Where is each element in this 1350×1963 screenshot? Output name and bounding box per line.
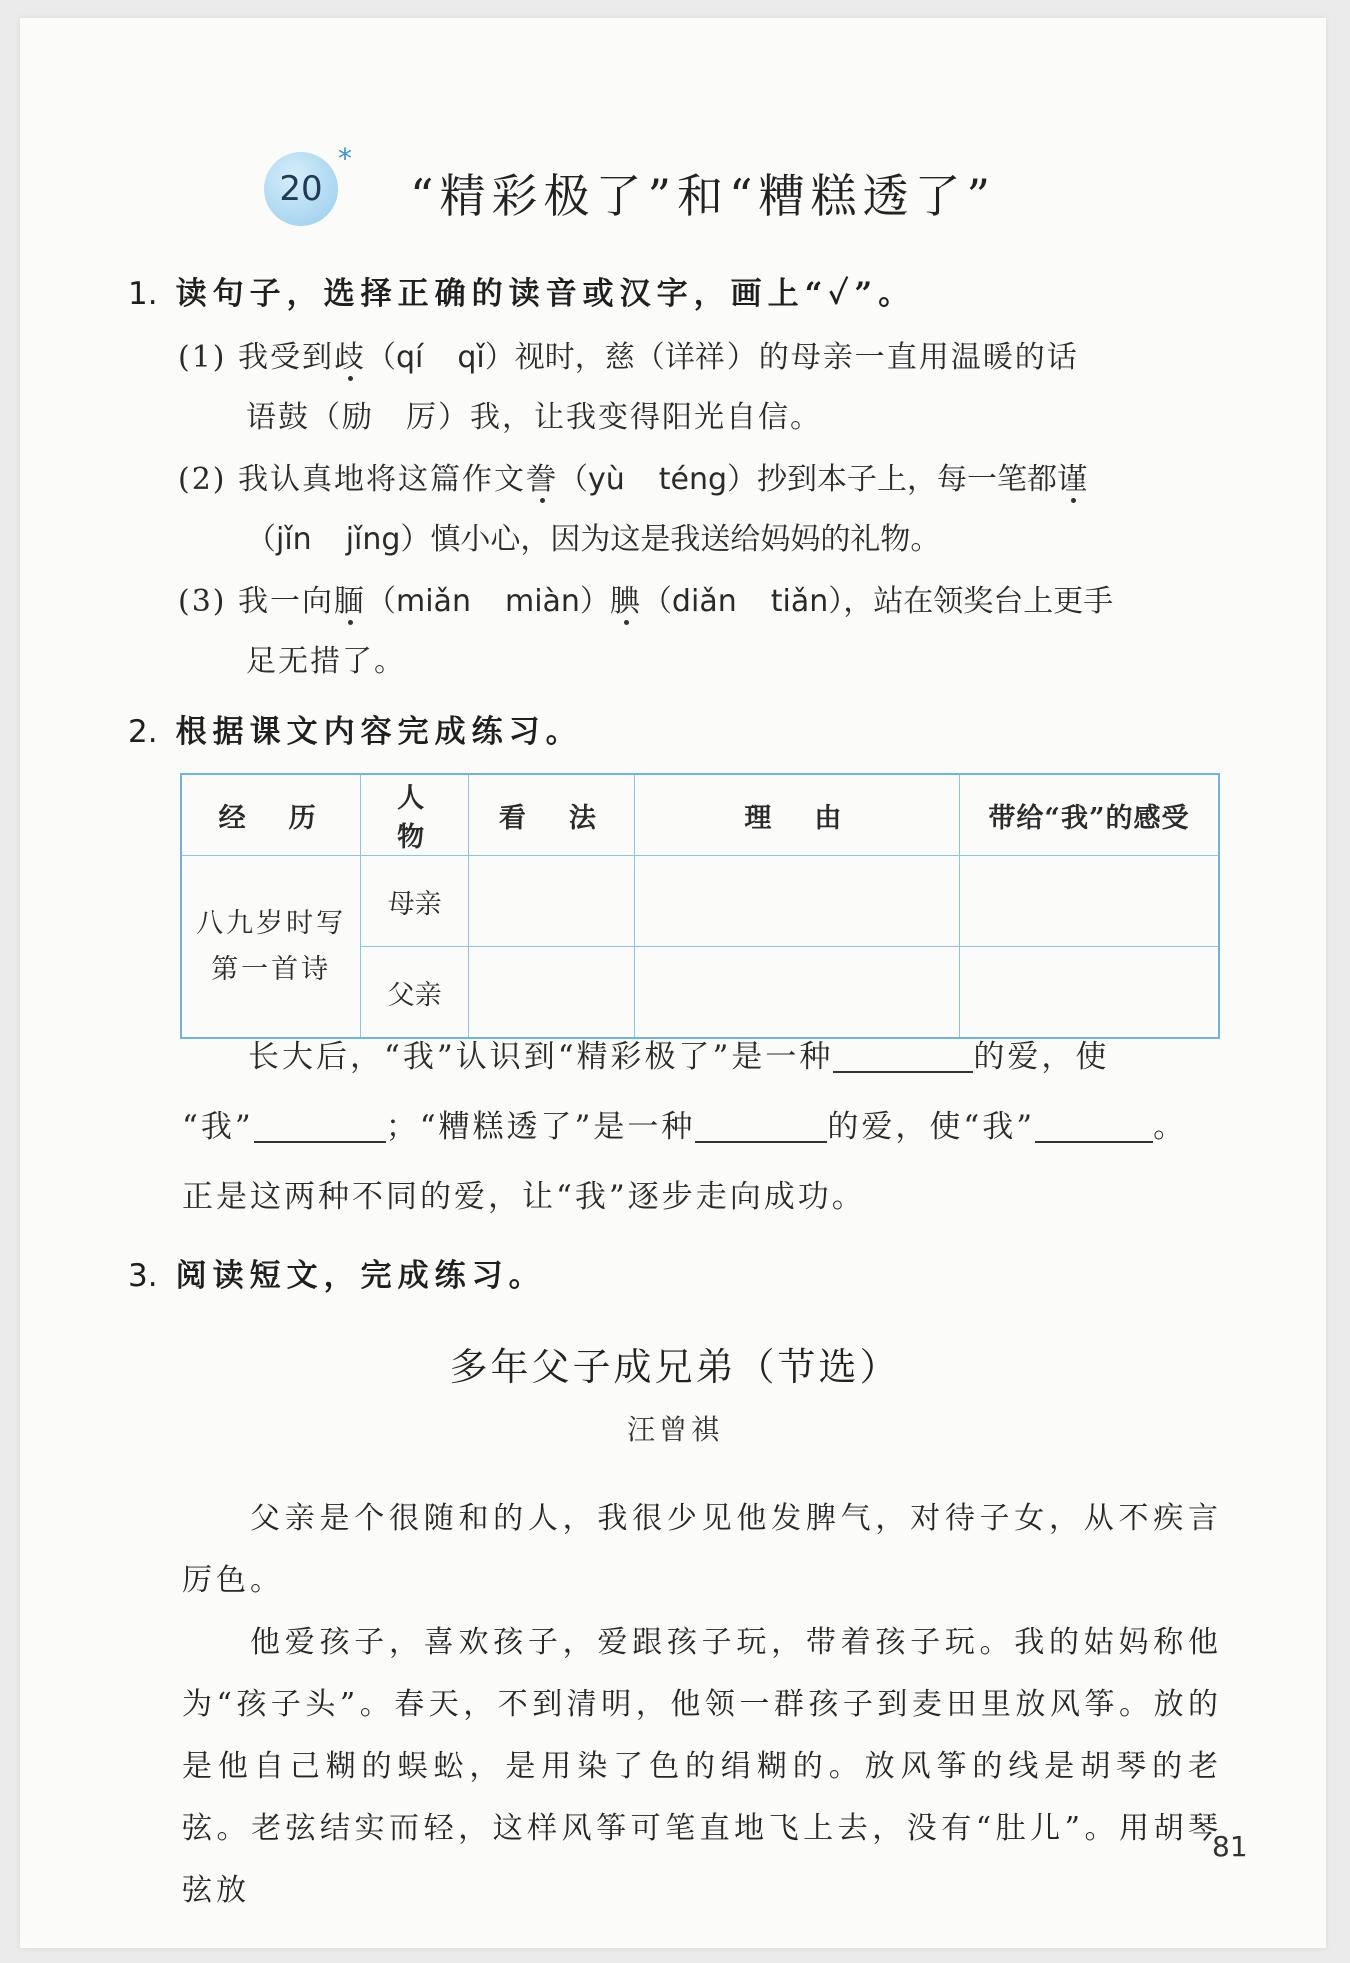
person-father: 父亲 [361, 947, 469, 1039]
dotted-char: 腆 [609, 584, 642, 619]
question-1-number: 1. [128, 276, 158, 312]
lesson-title: “精彩极了”和“糟糕透了” [410, 169, 997, 223]
text: 祥）的母亲一直用温暖的话 [694, 340, 1079, 375]
question-3-heading [128, 1250, 546, 1295]
text: 语鼓（励 厉）我，让我变得阳光自信。 [246, 400, 822, 435]
question-2-heading [128, 706, 583, 751]
question-3-instruction: 阅读短文，完成练习。 [175, 1258, 546, 1294]
article-author: 汪曾祺 [626, 1413, 723, 1446]
header-opinion: 看 法 [469, 774, 635, 856]
text: 足无措了。 [246, 644, 406, 679]
pinyin-option: （qí [366, 340, 424, 375]
lesson-number: 20 [279, 169, 323, 209]
experience-line: 第一首诗 [211, 953, 332, 985]
text: 我受到 [238, 340, 334, 375]
text: 的爱，使 [973, 1039, 1110, 1075]
pinyin-option: （jǐn [246, 522, 312, 557]
dotted-char: 誊 [526, 462, 558, 497]
text: 的爱，使“我” [827, 1109, 1036, 1145]
text: jǐng）慎小心，因为这是我送给妈妈的礼物。 [345, 522, 941, 557]
answer-blank[interactable] [833, 1041, 973, 1073]
question-2-instruction: 根据课文内容完成练习。 [175, 714, 583, 750]
answer-cell[interactable] [959, 856, 1219, 947]
answer-cell[interactable] [469, 856, 635, 947]
pinyin-option: （diǎn [641, 584, 737, 619]
q1-item-2 [178, 450, 1238, 570]
page-number: 81 [1212, 1830, 1248, 1863]
table-row [181, 856, 1219, 947]
experience-table [180, 773, 1220, 1039]
table-header-row [181, 774, 1219, 856]
header-feeling: 带给“我”的感受 [959, 774, 1219, 856]
question-1-heading [128, 268, 915, 313]
text: téng）抄到本子上，每一笔都 [658, 462, 1058, 497]
header-person: 人 物 [361, 774, 469, 856]
q1-item-1 [178, 328, 1238, 448]
dotted-char: 腼 [334, 584, 366, 619]
lesson-number-badge [264, 152, 338, 226]
pinyin-option: miàn） [504, 584, 610, 619]
header-reason: 理 由 [634, 774, 959, 856]
text: qǐ）视时，慈（详 [457, 340, 695, 375]
text: 长大后，“我”认识到“精彩极了”是一种 [248, 1039, 834, 1075]
fill-line-1 [248, 1022, 1109, 1092]
question-3-number: 3. [128, 1258, 158, 1294]
text: ；“糟糕透了”是一种 [385, 1109, 696, 1145]
lesson-header [260, 130, 1120, 230]
answer-cell[interactable] [634, 856, 959, 947]
experience-cell [181, 856, 361, 1039]
fill-line-3: 正是这两种不同的爱，让“我”逐步走向成功。 [182, 1179, 866, 1215]
article-paragraph: 他爱孩子，喜欢孩子，爱跟孩子玩，带着孩子玩。我的姑妈称他为“孩子头”。春天，不到清明，他领一群孩子到麦田里放风筝。放的是他自己糊的蜈蚣，是用染了色的绢糊的。放风筝的线是胡琴的老弦。老弦结实而轻，这样风筝可笔直地飞上去，没有“肚儿”。用胡琴弦放 [182, 1625, 1222, 1908]
q1-item-3 [178, 572, 1238, 692]
question-2-number: 2. [128, 714, 158, 750]
text: tiǎn），站在领奖台上更手 [770, 584, 1114, 619]
answer-blank[interactable] [695, 1111, 827, 1143]
optional-lesson-mark: * [338, 142, 352, 175]
text: 。 [1153, 1109, 1188, 1145]
article-paragraph: 父亲是个很随和的人，我很少见他发脾气，对待子女，从不疾言厉色。 [182, 1501, 1222, 1598]
answer-blank[interactable] [254, 1111, 386, 1143]
text: “我” [182, 1109, 254, 1145]
pinyin-option: （miǎn [366, 584, 471, 619]
pinyin-option: （yù [558, 462, 625, 497]
answer-blank[interactable] [1035, 1111, 1153, 1143]
header-experience: 经 历 [181, 774, 361, 856]
text: 我认真地将这篇作文 [238, 462, 526, 497]
text: 我一向 [238, 584, 334, 619]
experience-line: 八九岁时写 [196, 907, 347, 939]
item-number: (3) [178, 584, 227, 619]
dotted-char: 谨 [1057, 462, 1090, 497]
person-mother: 母亲 [361, 856, 469, 947]
item-number: (2) [178, 462, 227, 497]
question-1-instruction: 读句子，选择正确的读音或汉字，画上“✓”。 [175, 276, 916, 312]
article-title: 多年父子成兄弟（节选） [449, 1345, 901, 1389]
fill-line-2 [182, 1092, 1187, 1162]
item-number: (1) [178, 340, 227, 375]
dotted-char: 歧 [334, 340, 366, 375]
